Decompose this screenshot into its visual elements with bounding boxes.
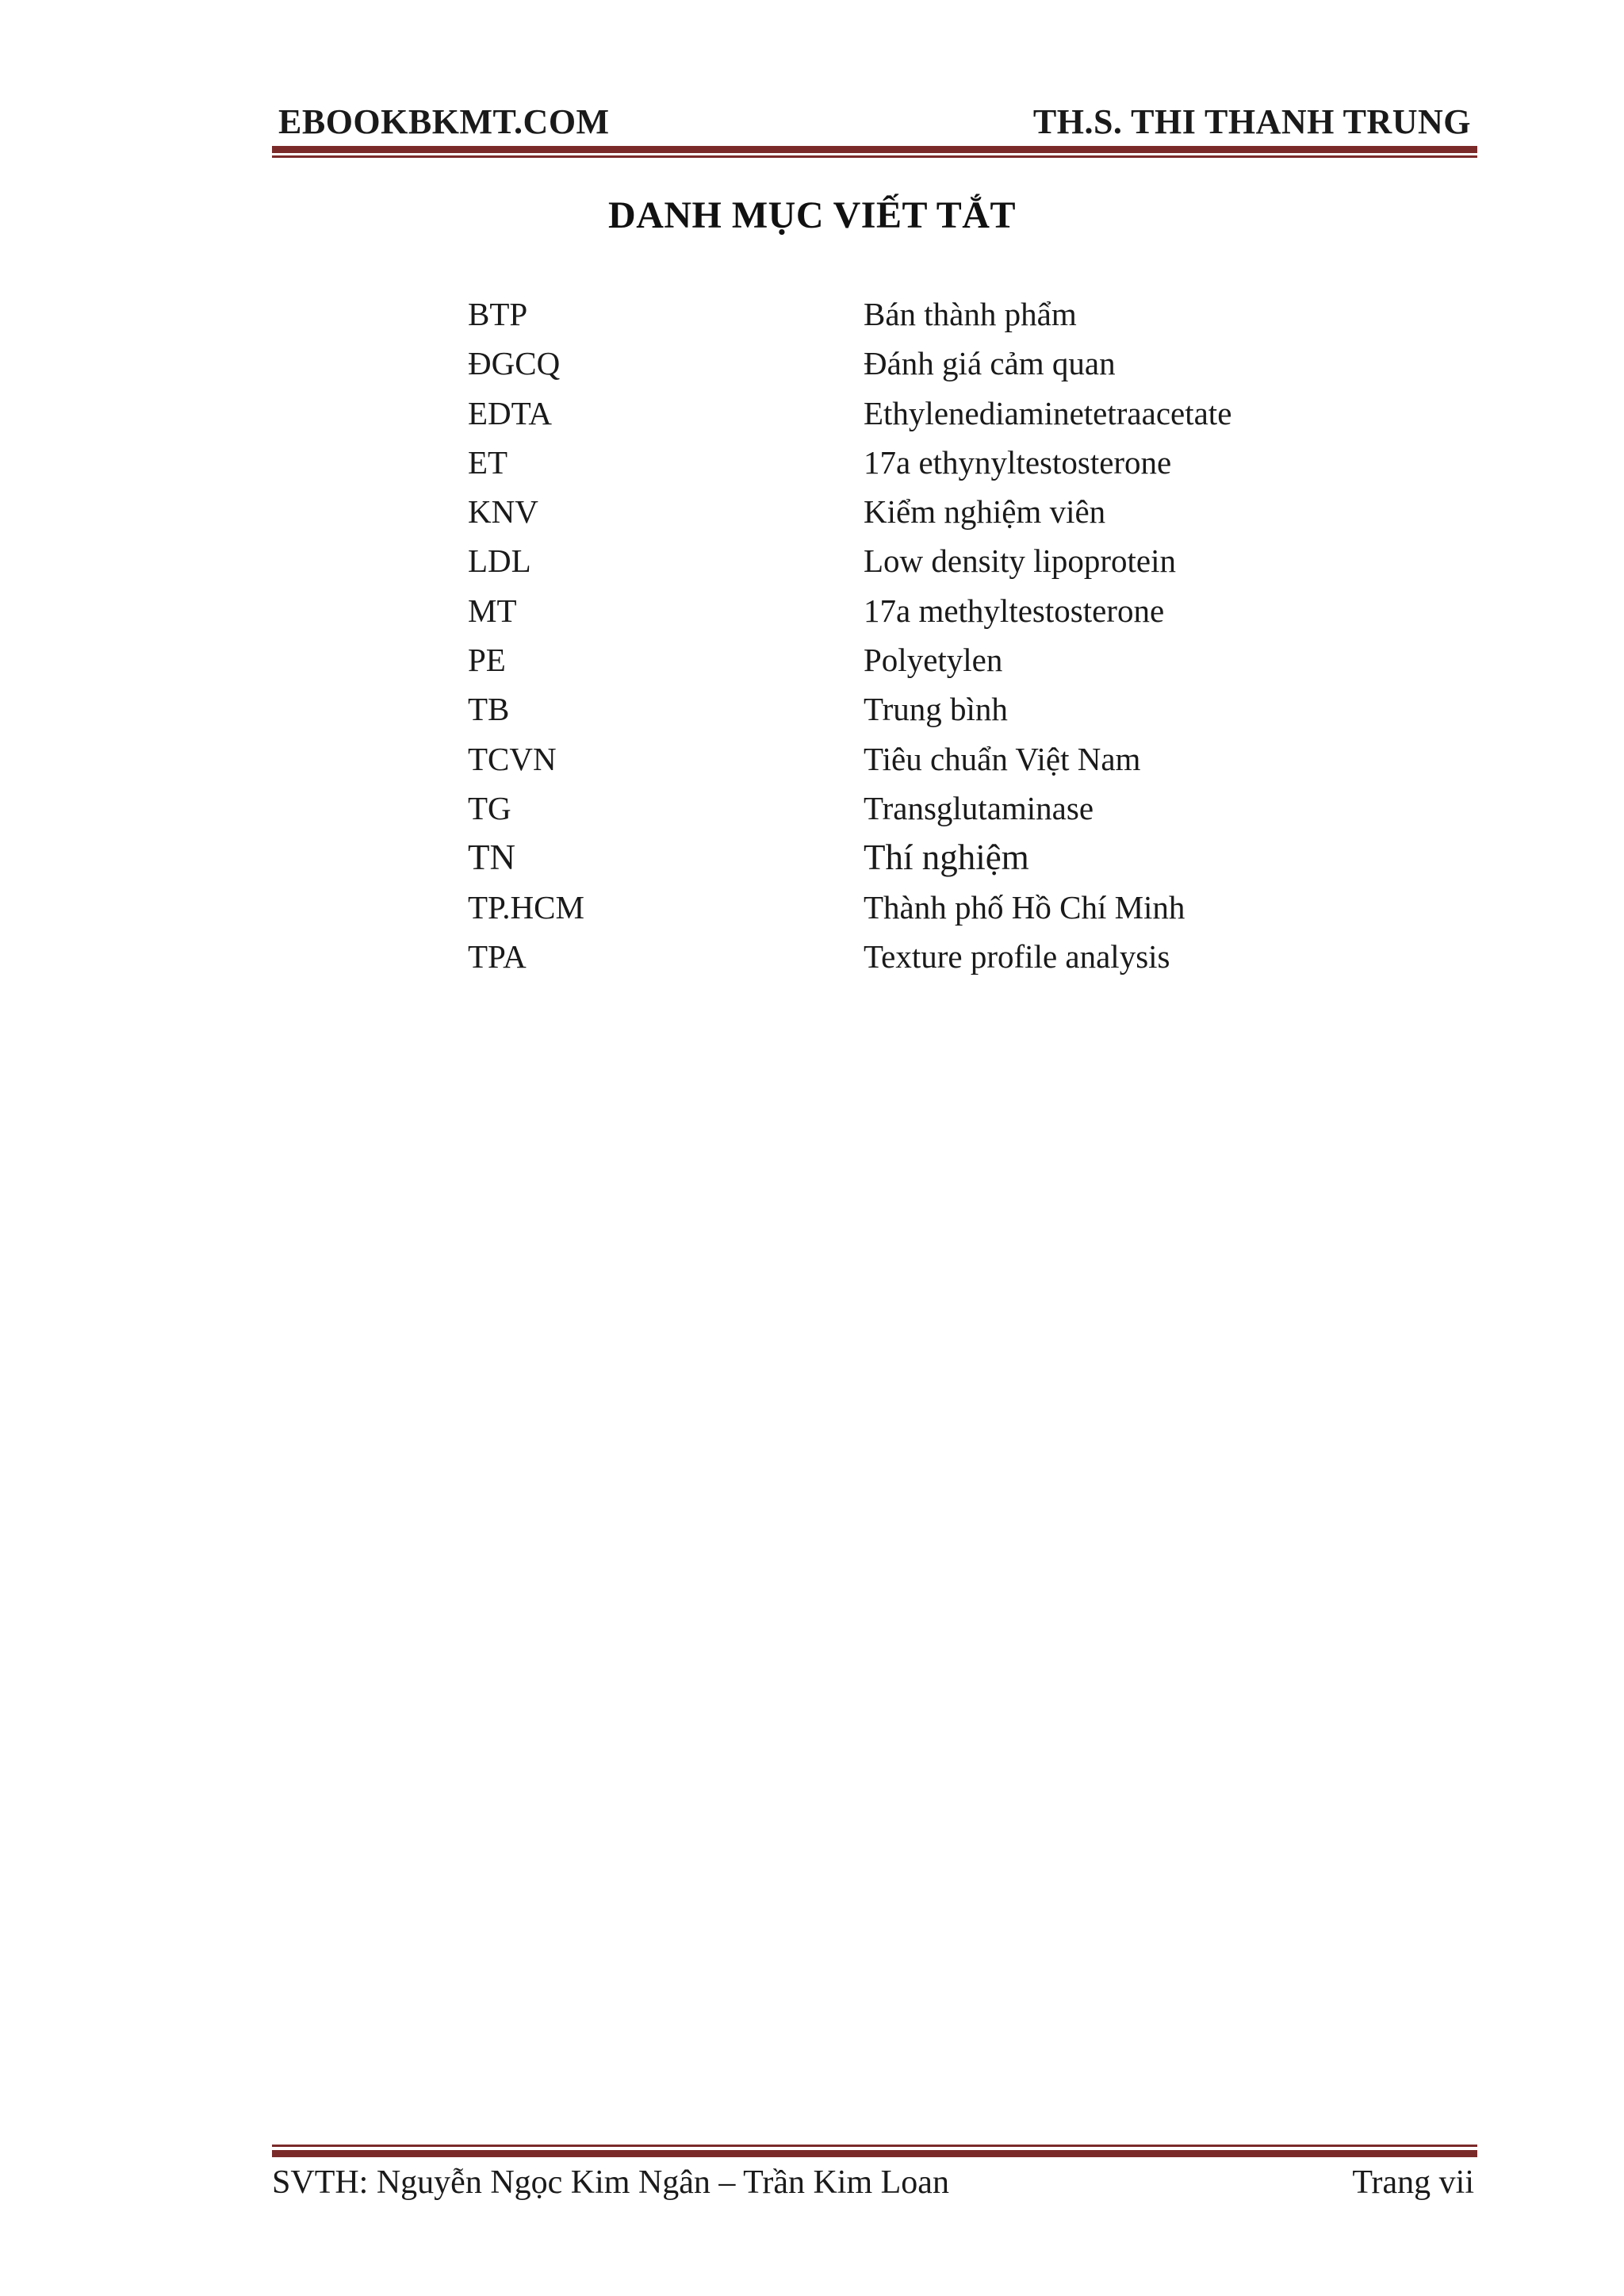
abbreviation-code: ET (468, 443, 508, 481)
abbreviation-list (468, 289, 1419, 981)
abbreviation-meaning: 17a ethynyltestosterone (864, 443, 1172, 481)
list-item (468, 339, 1419, 388)
page-header (272, 95, 1477, 143)
list-item (468, 438, 1419, 487)
list-item (468, 734, 1419, 784)
abbreviation-code: PE (468, 642, 506, 679)
abbreviation-meaning: Đánh giá cảm quan (864, 345, 1116, 382)
list-item (468, 784, 1419, 833)
list-item (468, 289, 1419, 339)
header-rule-thick (272, 146, 1477, 153)
list-item (468, 833, 1419, 882)
list-item (468, 536, 1419, 585)
abbreviation-code: MT (468, 592, 517, 629)
abbreviation-code: TP.HCM (468, 888, 584, 926)
page-title: DANH MỤC VIẾT TẮT (608, 194, 1016, 236)
abbreviation-code: TN (468, 838, 515, 878)
abbreviation-code: TG (468, 789, 511, 826)
abbreviation-code: TPA (468, 937, 527, 975)
abbreviation-meaning: Thành phố Hồ Chí Minh (864, 888, 1185, 926)
page-number: Trang vii (1352, 2164, 1474, 2201)
list-item (468, 389, 1419, 438)
abbreviation-meaning: Kiểm nghiệm viên (864, 493, 1106, 531)
abbreviation-meaning: Thí nghiệm (864, 838, 1029, 878)
abbreviation-meaning: Transglutaminase (864, 789, 1094, 826)
footer-authors: SVTH: Nguyễn Ngọc Kim Ngân – Trần Kim Loan (272, 2164, 949, 2201)
abbreviation-code: KNV (468, 493, 538, 531)
header-site-name: EBOOKBKMT.COM (278, 102, 610, 141)
abbreviation-meaning: 17a methyltestosterone (864, 592, 1165, 629)
abbreviation-meaning: Ethylenediaminetetraacetate (864, 394, 1232, 431)
abbreviation-code: ĐGCQ (468, 345, 561, 382)
abbreviation-code: EDTA (468, 394, 553, 431)
abbreviation-meaning: Polyetylen (864, 642, 1003, 679)
abbreviation-meaning: Low density lipoprotein (864, 542, 1177, 580)
list-item (468, 883, 1419, 932)
abbreviation-meaning: Bán thành phẩm (864, 296, 1077, 332)
list-item (468, 932, 1419, 981)
abbreviation-meaning: Texture profile analysis (864, 937, 1170, 975)
abbreviation-code: TCVN (468, 740, 557, 777)
abbreviation-code: LDL (468, 542, 531, 580)
footer-rule-thin (272, 2145, 1477, 2147)
list-item (468, 635, 1419, 684)
list-item (468, 586, 1419, 635)
header-rule-thin (272, 155, 1477, 158)
footer-rule-thick (272, 2150, 1477, 2157)
list-item (468, 487, 1419, 536)
abbreviation-meaning: Trung bình (864, 691, 1008, 728)
abbreviation-code: BTP (468, 296, 528, 332)
abbreviation-meaning: Tiêu chuẩn Việt Nam (864, 740, 1141, 777)
abbreviation-code: TB (468, 691, 510, 728)
header-author: TH.S. THI THANH TRUNG (1032, 102, 1471, 141)
list-item (468, 684, 1419, 734)
